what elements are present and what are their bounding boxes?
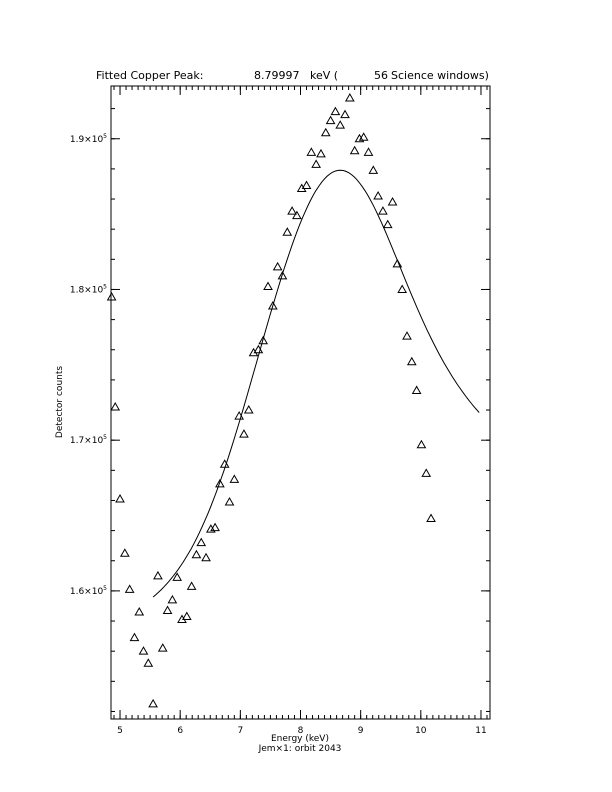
chart-title-unit: keV (	[310, 69, 339, 82]
x-tick-label: 6	[177, 726, 184, 736]
data-point	[336, 121, 344, 128]
x-tick-label: 11	[475, 726, 487, 736]
data-point	[111, 403, 119, 410]
data-point	[312, 160, 320, 167]
data-point	[346, 94, 354, 101]
y-tick-label: $1.6\times 10^5$	[69, 584, 107, 597]
data-point	[331, 108, 339, 115]
y-tick-label: $1.7\times 10^5$	[69, 434, 107, 447]
data-point	[384, 221, 392, 228]
data-point	[307, 148, 315, 155]
fit-curve	[153, 170, 479, 597]
data-point	[202, 554, 210, 561]
chart-title-count: 56	[374, 69, 388, 82]
y-tick-labels	[70, 133, 107, 597]
data-point	[168, 596, 176, 603]
data-point	[240, 430, 248, 437]
data-point	[389, 198, 397, 205]
y-tick-label: $1.9\times 10^5$	[69, 132, 107, 145]
data-point	[188, 582, 196, 589]
data-point	[130, 634, 138, 641]
data-point	[116, 495, 124, 502]
data-point	[139, 647, 147, 654]
data-point	[408, 358, 416, 365]
chart-title-prefix: Fitted Copper Peak:	[96, 69, 204, 82]
chart-title-value: 8.79997	[254, 69, 300, 82]
data-point	[351, 147, 359, 154]
data-point	[403, 332, 411, 339]
data-point	[226, 498, 234, 505]
data-point	[417, 441, 425, 448]
data-point	[317, 150, 325, 157]
chart-title-suffix: Science windows)	[391, 69, 489, 82]
x-tick-label: 9	[357, 726, 364, 736]
x-tick-label: 5	[117, 726, 123, 736]
data-point	[427, 515, 435, 522]
x-tick-label: 10	[415, 726, 427, 736]
data-point	[374, 192, 382, 199]
y-tick-label: $1.8\times 10^5$	[69, 283, 107, 296]
data-point	[197, 539, 205, 546]
data-point	[274, 263, 282, 270]
data-markers	[108, 94, 435, 707]
data-point	[264, 282, 272, 289]
minor-ticks	[111, 86, 490, 719]
x-axis-label: Energy (keV)	[271, 734, 329, 744]
data-point	[135, 608, 143, 615]
data-point	[121, 549, 129, 556]
data-point	[149, 700, 157, 707]
data-point	[293, 212, 301, 219]
data-point	[159, 644, 167, 651]
data-point	[322, 129, 330, 136]
data-point	[192, 551, 200, 558]
data-point	[398, 285, 406, 292]
data-point	[230, 475, 238, 482]
chart-title	[96, 69, 489, 82]
x-tick-label: 8	[297, 726, 304, 736]
data-point	[364, 148, 372, 155]
data-point	[164, 606, 172, 613]
x-tick-label: 7	[237, 726, 244, 736]
footer-label: Jem×1: orbit 2043	[258, 744, 342, 754]
data-point	[413, 386, 421, 393]
plot-frame	[111, 86, 490, 719]
data-point	[283, 228, 291, 235]
data-point	[126, 585, 134, 592]
y-axis-label: Detector counts	[55, 365, 65, 439]
data-point	[144, 659, 152, 666]
data-point	[288, 207, 296, 214]
data-point	[369, 166, 377, 173]
data-point	[245, 406, 253, 413]
data-point	[108, 293, 116, 300]
data-point	[341, 111, 349, 118]
data-point	[422, 469, 430, 476]
data-point	[327, 117, 335, 124]
major-ticks	[111, 86, 490, 719]
data-point	[379, 207, 387, 214]
data-point	[154, 572, 162, 579]
